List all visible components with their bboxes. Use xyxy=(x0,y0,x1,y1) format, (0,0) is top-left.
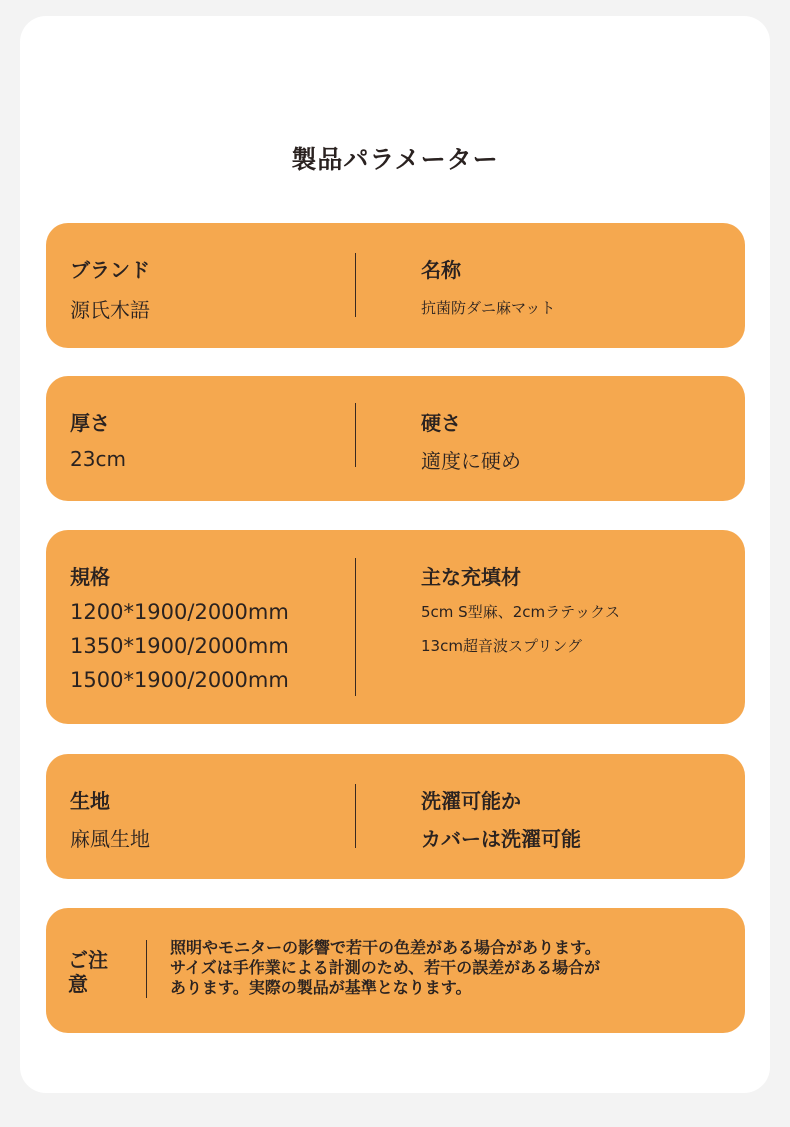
param-row-brand xyxy=(46,223,745,348)
fabric-value: 麻風生地 xyxy=(70,827,150,851)
notice-line: あります。実際の製品が基準となります。 xyxy=(170,978,472,997)
brand-value: 源氏木語 xyxy=(70,298,150,322)
size-value: 1500*1900/2000mm xyxy=(70,668,289,692)
name-label: 名称 xyxy=(421,258,461,282)
filling-value: 5cm S型麻、2cmラテックス xyxy=(421,603,620,621)
row-divider xyxy=(355,558,356,696)
thickness-value: 23cm xyxy=(70,447,126,471)
page-title: 製品パラメーター xyxy=(291,145,499,174)
thickness-label: 厚さ xyxy=(70,411,110,435)
row-divider xyxy=(355,403,356,467)
name-value: 抗菌防ダニ麻マット xyxy=(421,299,556,317)
filling-label: 主な充填材 xyxy=(421,565,521,589)
notice-box xyxy=(46,908,745,1033)
parameter-card xyxy=(20,16,770,1093)
param-row-size xyxy=(46,530,745,724)
hardness-value: 適度に硬め xyxy=(421,449,521,473)
notice-divider xyxy=(146,940,147,998)
param-row-fabric xyxy=(46,754,745,879)
washable-value: カバーは洗濯可能 xyxy=(421,827,581,851)
size-value: 1200*1900/2000mm xyxy=(70,600,289,624)
row-divider xyxy=(355,253,356,317)
fabric-label: 生地 xyxy=(70,789,110,813)
size-values xyxy=(70,595,289,697)
notice-text xyxy=(170,938,730,998)
notice-line: 照明やモニターの影響で若干の色差がある場合があります。 xyxy=(170,938,601,957)
hardness-label: 硬さ xyxy=(421,411,461,435)
filling-value: 13cm超音波スプリング xyxy=(421,637,583,655)
filling-values xyxy=(421,595,620,663)
brand-label: ブランド xyxy=(70,258,150,282)
row-divider xyxy=(355,784,356,848)
param-row-thickness xyxy=(46,376,745,501)
size-label: 規格 xyxy=(70,565,110,589)
notice-line: サイズは手作業による計測のため、若干の誤差がある場合が xyxy=(170,958,601,977)
notice-label: ご注意 xyxy=(68,948,108,996)
washable-label: 洗濯可能か xyxy=(421,789,521,813)
size-value: 1350*1900/2000mm xyxy=(70,634,289,658)
